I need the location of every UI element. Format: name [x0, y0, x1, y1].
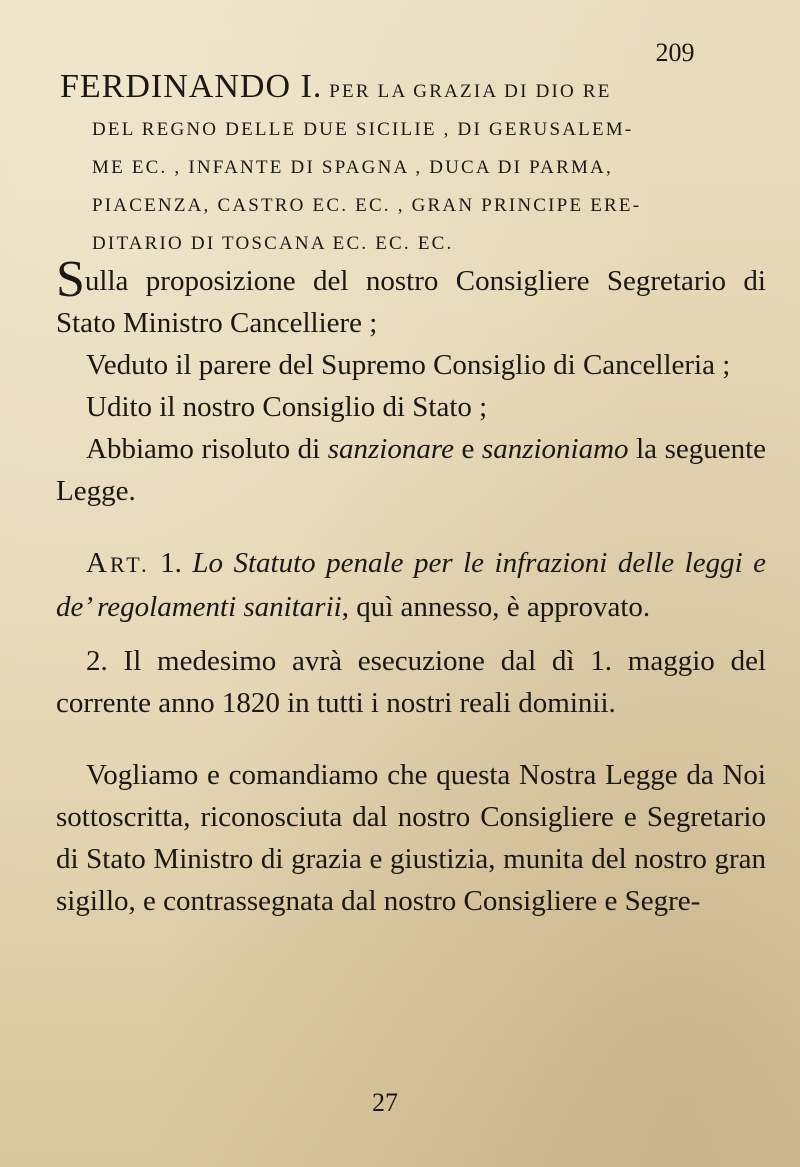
heading-line-2: DEL REGNO DELLE DUE SICILIE , DI GERUSALEM-	[92, 119, 634, 140]
heading-line-1	[60, 68, 760, 111]
decree-body	[56, 251, 767, 922]
sovereign-name: FERDINANDO I.	[60, 68, 323, 105]
drop-cap: S	[56, 251, 85, 308]
decree-heading	[60, 68, 760, 263]
article-label: ART.	[86, 547, 150, 579]
page-number: 209	[655, 38, 695, 67]
heading-line-4: PIACENZA, CASTRO EC. EC. , GRAN PRINCIPE ERE-	[92, 195, 642, 216]
heading-line-3: ME EC. , INFANTE DI SPAGNA , DUCA DI PARMA,	[92, 157, 613, 178]
section-gap	[56, 724, 766, 754]
preamble-paragraph-1: Sulla proposizione del nostro Consigliere Segretario di Stato Ministro Cancelliere ;	[56, 251, 766, 339]
signature-mark: 27	[372, 1088, 398, 1117]
preamble-paragraph-4: Abbiamo risoluto di sanzionare e sanzioniamo la seguente Legge.	[56, 433, 767, 507]
article-1-italic-title: Lo Statuto penale per le infrazioni delle leggi e de’ regolamenti sanitarii	[56, 547, 767, 623]
article-1: ART. 1. Lo Statuto penale per le infrazioni delle leggi e de’ regolamenti sanitarii, quì annesso, è approvato.	[56, 547, 767, 623]
italic-sanzionare: sanzionare	[327, 433, 454, 465]
spacer	[56, 628, 766, 640]
heading-line-5: DITARIO DI TOSCANA EC. EC. EC.	[92, 233, 454, 254]
preamble-paragraph-3: Udito il nostro Consiglio di Stato ;	[86, 391, 488, 423]
closing-paragraph: Vogliamo e comandiamo che questa Nostra Legge da Noi sottoscritta, riconosciuta dal nostro Consigliere e Segretario di Stato Ministro di grazia e giustizia, munita del nostro gran sigillo, e contrassegnata dal nostro Consigliere e Segre-	[56, 759, 766, 917]
section-gap	[56, 512, 766, 542]
heading-title-start: PER LA GRAZIA DI DIO RE	[329, 81, 612, 102]
article-2: 2. Il medesimo avrà esecuzione dal dì 1. maggio del corrente anno 1820 in tutti i nostri reali dominii.	[56, 645, 767, 719]
preamble-paragraph-2: Veduto il parere del Supremo Consiglio di Cancelleria ;	[86, 349, 731, 381]
italic-sanzioniamo: sanzioniamo	[481, 433, 629, 465]
